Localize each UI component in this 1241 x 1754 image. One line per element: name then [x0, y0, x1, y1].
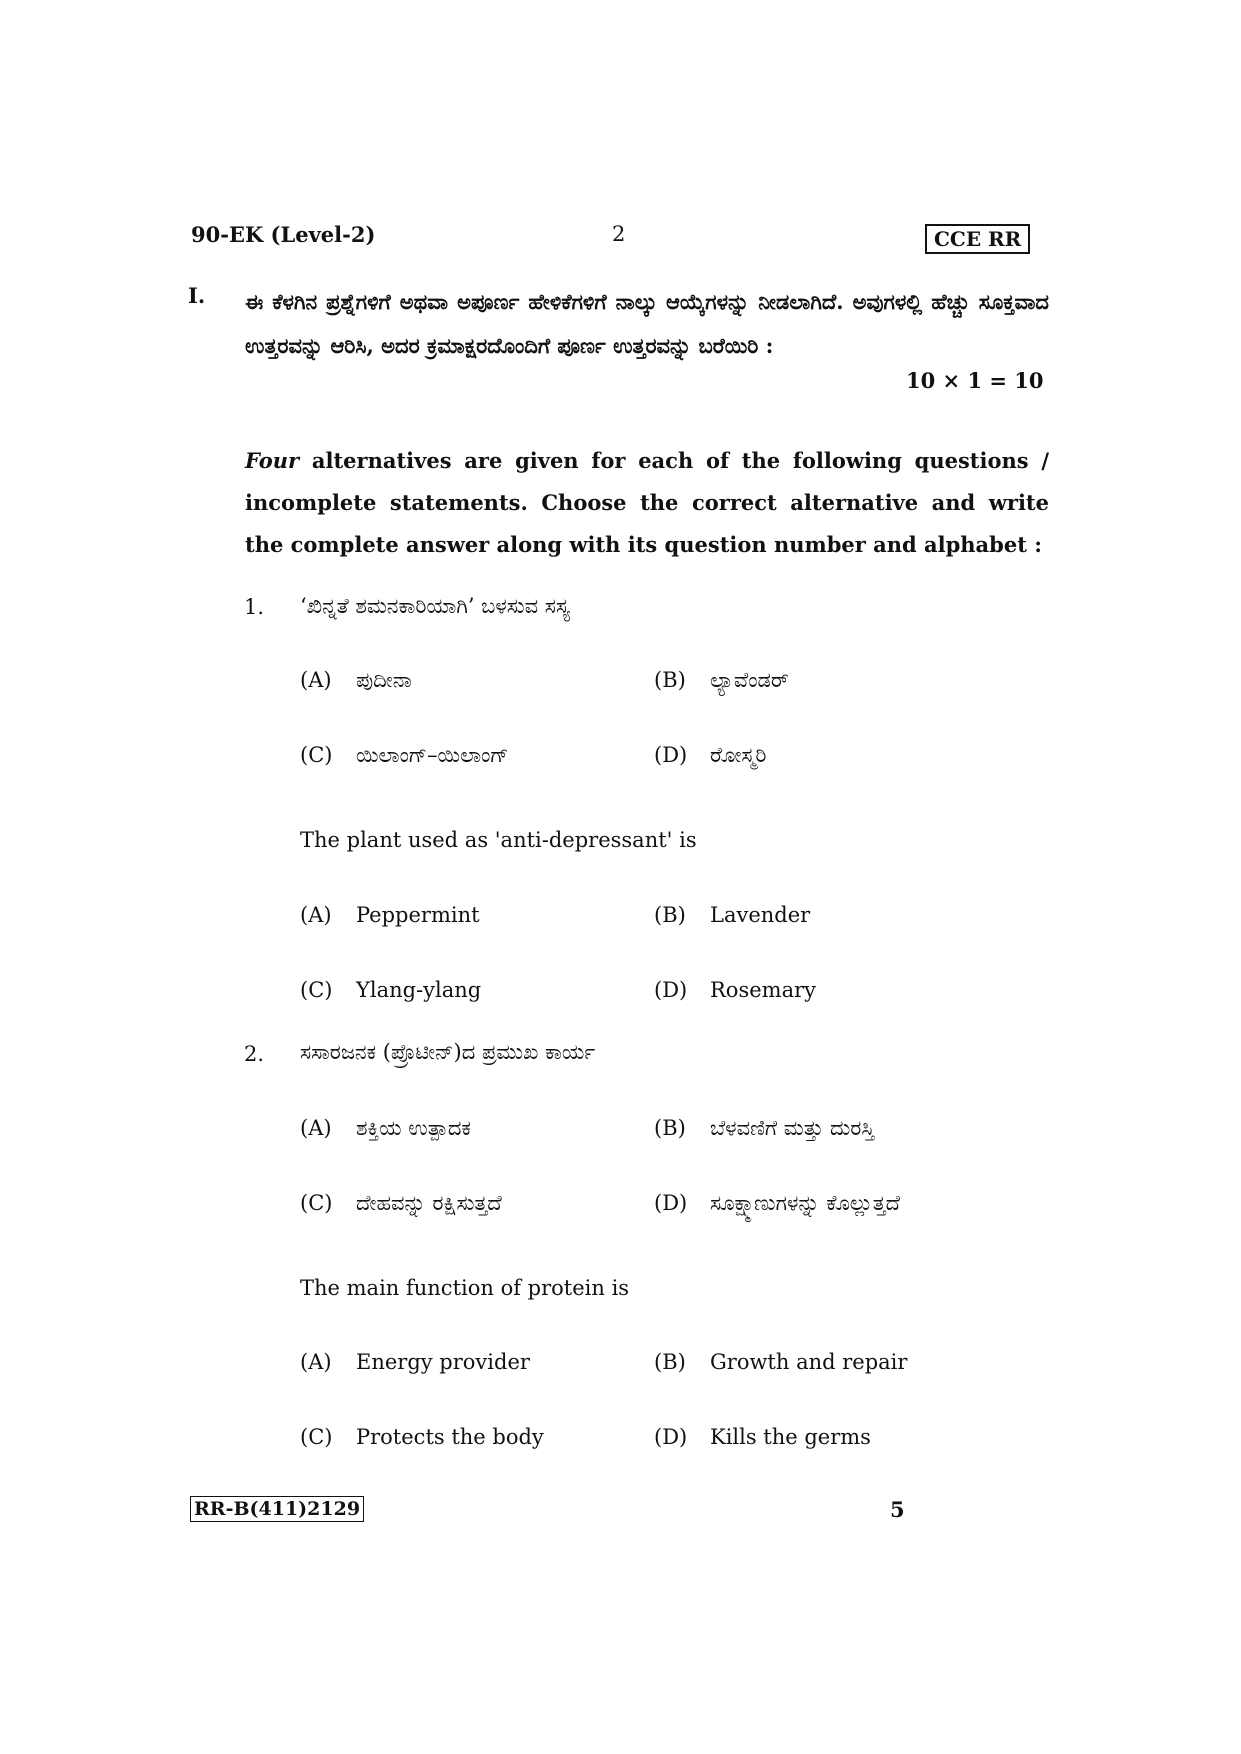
option-label: (B) — [654, 1116, 686, 1140]
series-box: CCE RR — [925, 224, 1030, 254]
footer-code: RR-B(411)2129 — [190, 1496, 364, 1522]
option-text: Rosemary — [710, 978, 816, 1002]
marks-allocation: 10 × 1 = 10 — [906, 368, 1044, 393]
option-label: (A) — [300, 1116, 332, 1140]
paper-code: 90-EK (Level-2) — [191, 222, 376, 247]
option-text: Protects the body — [356, 1425, 544, 1449]
option-label: (B) — [654, 668, 686, 692]
option-text: ದೇಹವನ್ನು ರಕ್ಷಿಸುತ್ತದೆ — [356, 1191, 502, 1215]
option-text: Ylang-ylang — [356, 978, 482, 1002]
question-number: 2. — [244, 1042, 265, 1066]
option-label: (D) — [654, 1191, 688, 1215]
english-instruction — [245, 440, 1049, 566]
option-text: Growth and repair — [710, 1350, 908, 1374]
option-text: ರೋಸ್ಮರಿ — [710, 743, 767, 767]
option-label: (B) — [654, 903, 686, 927]
option-label: (C) — [300, 978, 333, 1002]
question-text-kannada: ಸಸಾರಜನಕ (ಪ್ರೊಟೀನ್)ದ ಪ್ರಮುಖ ಕಾರ್ಯ — [300, 1040, 596, 1064]
option-text: ಲ್ಯಾವೆಂಡರ್ — [710, 668, 789, 692]
option-text: Lavender — [710, 903, 811, 927]
option-text: ಯಿಲಾಂಗ್–ಯಿಲಾಂಗ್ — [356, 743, 509, 767]
kannada-instruction: ಈ ಕೆಳಗಿನ ಪ್ರಶ್ನೆಗಳಿಗೆ ಅಥವಾ ಅಪೂರ್ಣ ಹೇಳಿಕೆಗಳಿಗೆ ನಾಲ್ಕು ಆಯ್ಕೆಗಳನ್ನು ನೀಡಲಾಗಿದೆ. ಅವುಗಳಲ್ಲಿ ಹೆಚ್ಚು ಸೂಕ್ತವಾದ ಉತ್ತರವನ್ನು ಆರಿಸಿ, ಅದರ ಕ್ರಮಾಕ್ಷರದೊಂದಿಗೆ ಪೂರ್ಣ ಉತ್ತರವನ್ನು ಬರೆಯಿರಿ : — [245, 289, 1049, 358]
option-label: (C) — [300, 1191, 333, 1215]
option-text: ಶಕ್ತಿಯ ಉತ್ಪಾದಕ — [356, 1116, 471, 1140]
instruction-rest: alternatives are given for each of the following questions / incomplete statements. Choose the correct alternative and write the complete answer along with its question number and alphabet : — [245, 448, 1049, 557]
question-number: 1. — [244, 595, 265, 619]
option-text: Peppermint — [356, 903, 480, 927]
option-label: (C) — [300, 1425, 333, 1449]
page-number: 2 — [612, 222, 626, 246]
option-text: Kills the germs — [710, 1425, 871, 1449]
section-number: I. — [188, 283, 206, 308]
question-text-english: The main function of protein is — [300, 1276, 630, 1300]
option-label: (A) — [300, 903, 332, 927]
footer-page-number: 5 — [890, 1497, 905, 1522]
instruction-lead: Four — [245, 448, 300, 473]
option-text: ಸೂಕ್ಷ್ಮಾಣುಗಳನ್ನು ಕೊಲ್ಲುತ್ತದೆ — [710, 1191, 901, 1215]
option-label: (D) — [654, 978, 688, 1002]
option-label: (A) — [300, 668, 332, 692]
option-label: (D) — [654, 743, 688, 767]
option-text: Energy provider — [356, 1350, 530, 1374]
question-text-english: The plant used as 'anti-depressant' is — [300, 828, 697, 852]
option-label: (C) — [300, 743, 333, 767]
question-text-kannada: ‘ಖಿನ್ನತೆ ಶಮನಕಾರಿಯಾಗಿ’ ಬಳಸುವ ಸಸ್ಯ — [300, 594, 570, 618]
option-label: (A) — [300, 1350, 332, 1374]
option-text: ಪುದೀನಾ — [356, 668, 412, 692]
option-label: (B) — [654, 1350, 686, 1374]
option-label: (D) — [654, 1425, 688, 1449]
option-text: ಬೆಳವಣಿಗೆ ಮತ್ತು ದುರಸ್ತಿ — [710, 1116, 875, 1140]
